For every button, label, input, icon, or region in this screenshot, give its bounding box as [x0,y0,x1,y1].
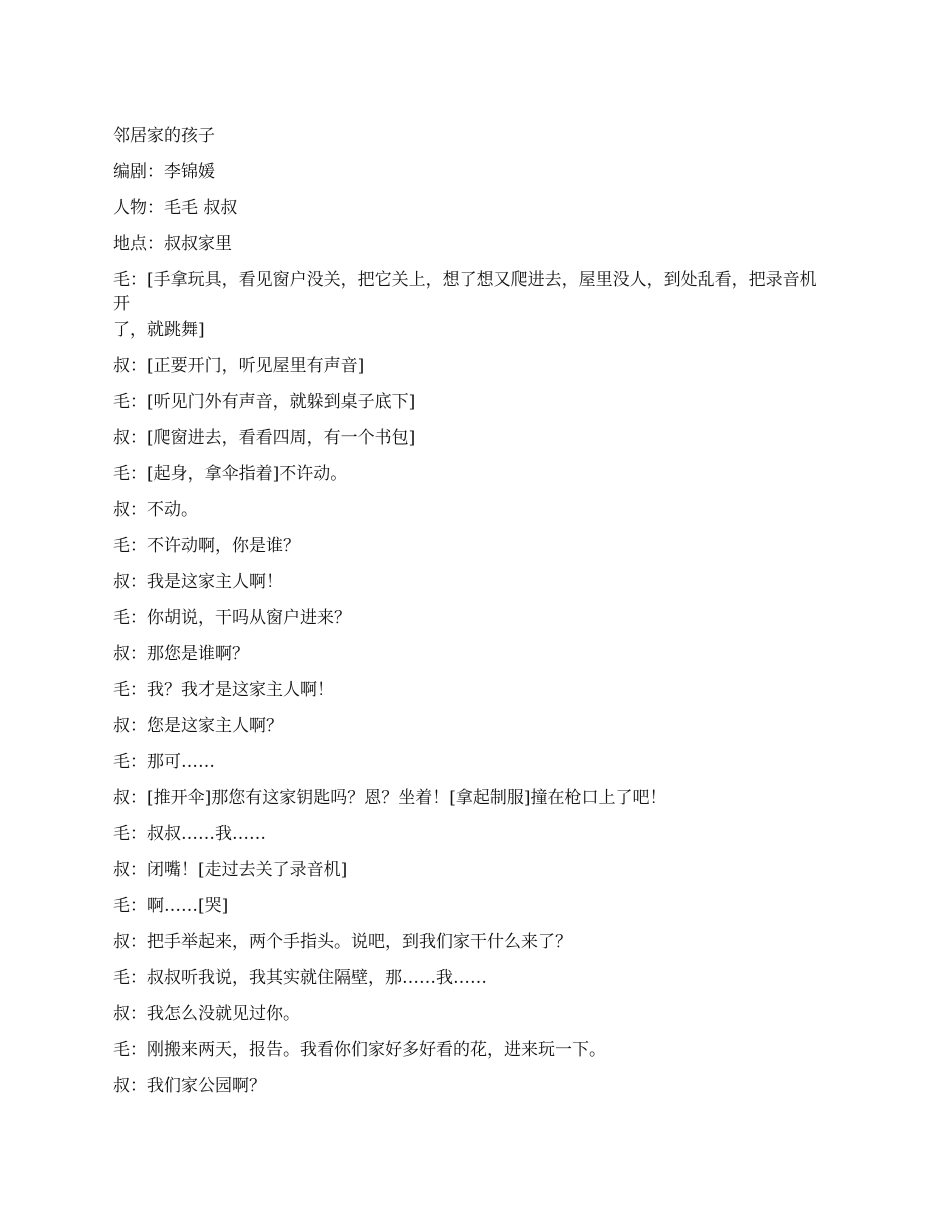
dialogue-line: 毛：不许动啊，你是谁？ [113,536,300,556]
dialogue-line: 毛：叔叔听我说，我其实就住隔壁，那……我…… [113,968,487,988]
dialogue-line: 叔：不动。 [113,500,198,520]
dialogue-line: 毛：那可…… [113,752,215,772]
dialogue-line: 毛：你胡说，干吗从窗户进来？ [113,608,351,628]
dialogue-line: 毛：刚搬来两天，报告。我看你们家好多好看的花，进来玩一下。 [113,1040,606,1060]
script-title: 邻居家的孩子 [113,126,215,146]
dialogue-line: 毛：[听见门外有声音，就躲到桌子底下] [113,392,416,412]
dialogue-line: 了，就跳舞] [113,320,205,340]
script-location: 地点：叔叔家里 [113,234,232,254]
dialogue-line: 叔：我是这家主人啊！ [113,572,283,592]
script-writer: 编剧：李锦媛 [113,162,215,182]
dialogue-line: 叔：[正要开门，听见屋里有声音] [113,356,365,376]
dialogue-line: 叔：那您是谁啊？ [113,644,249,664]
script-page [113,124,833,1110]
dialogue-line: 毛：叔叔……我…… [113,824,266,844]
dialogue-line: 叔：[爬窗进去，看看四周，有一个书包] [113,428,416,448]
dialogue-line: 毛：啊……[哭] [113,896,229,916]
dialogue-line: 叔：我们家公园啊？ [113,1076,266,1096]
script-characters: 人物：毛毛 叔叔 [113,198,238,218]
dialogue-line: 叔：闭嘴！[走过去关了录音机] [113,860,348,880]
dialogue-line: 叔：您是这家主人啊？ [113,716,283,736]
dialogue-line: 叔：把手举起来，两个手指头。说吧，到我们家干什么来了？ [113,932,572,952]
dialogue-line: 叔：我怎么没就见过你。 [113,1004,300,1024]
dialogue-line: 毛：[手拿玩具，看见窗户没关，把它关上，想了想又爬进去，屋里没人，到处乱看，把录音机开 [113,270,817,314]
dialogue-line: 叔：[推开伞]那您有这家钥匙吗？恩？坐着！[拿起制服]撞在枪口上了吧！ [113,788,667,808]
dialogue-line: 毛：[起身，拿伞指着]不许动。 [113,464,348,484]
dialogue-line: 毛：我？我才是这家主人啊！ [113,680,334,700]
